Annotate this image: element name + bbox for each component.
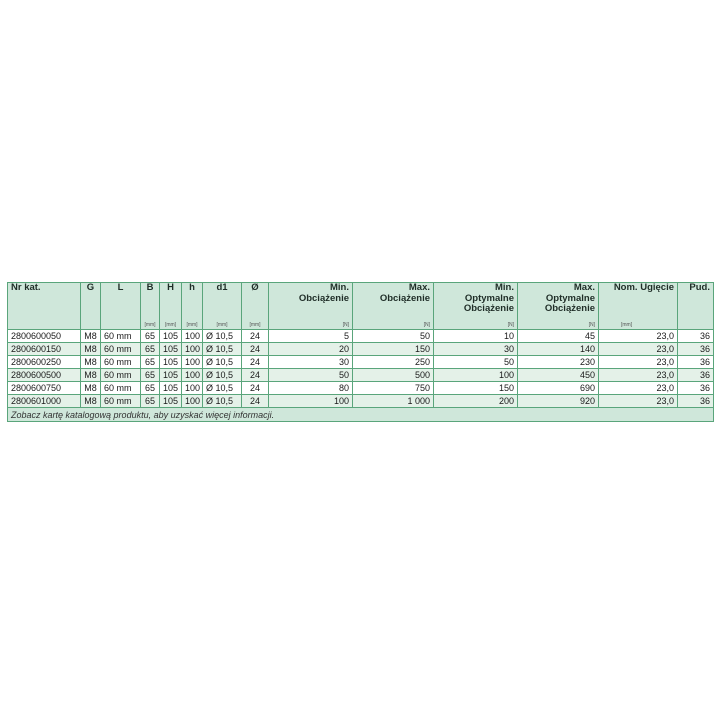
footnote-text: Zobacz kartę katalogową produktu, aby uzyskać więcej informacji.	[8, 408, 714, 422]
table-row	[8, 382, 714, 395]
header-diameter: Ø [mm]	[242, 283, 269, 330]
max-optimal-load-value: 230	[518, 356, 599, 369]
min-load-value: 50	[269, 369, 353, 382]
thread: M8	[81, 395, 101, 408]
b-value: 65	[141, 356, 160, 369]
nominal-deflection-value: 23,0	[599, 395, 678, 408]
pud-value: 36	[678, 343, 714, 356]
spec-table-container	[7, 282, 713, 422]
diameter-value: 24	[242, 395, 269, 408]
max-optimal-load-value: 45	[518, 330, 599, 343]
d1-value: Ø 10,5	[203, 395, 242, 408]
min-load-value: 80	[269, 382, 353, 395]
table-row	[8, 369, 714, 382]
b-value: 65	[141, 395, 160, 408]
header-min-optimal-load: Min. Optymalne Obciążenie [N]	[434, 283, 518, 330]
h-lower-value: 100	[182, 382, 203, 395]
d1-value: Ø 10,5	[203, 356, 242, 369]
diameter-value: 24	[242, 343, 269, 356]
header-max-optimal-load-unit: [N]	[588, 322, 595, 328]
h-upper-value: 105	[160, 343, 182, 356]
length: 60 mm	[101, 382, 141, 395]
header-diameter-unit: [mm]	[249, 322, 261, 328]
d1-value: Ø 10,5	[203, 369, 242, 382]
pud-value: 36	[678, 330, 714, 343]
h-upper-value: 105	[160, 356, 182, 369]
header-max-load-unit: [N]	[423, 322, 430, 328]
catalog-number: 2800600250	[8, 356, 81, 369]
thread: M8	[81, 382, 101, 395]
pud-value: 36	[678, 395, 714, 408]
diameter-value: 24	[242, 382, 269, 395]
h-lower-value: 100	[182, 330, 203, 343]
diameter-value: 24	[242, 330, 269, 343]
max-optimal-load-value: 690	[518, 382, 599, 395]
max-optimal-load-value: 450	[518, 369, 599, 382]
header-nr-kat: Nr kat.	[8, 283, 81, 330]
diameter-value: 24	[242, 356, 269, 369]
min-optimal-load-value: 200	[434, 395, 518, 408]
header-nominal-deflection-unit: [mm]	[621, 322, 633, 328]
header-min-optimal-load-unit: [N]	[507, 322, 514, 328]
b-value: 65	[141, 330, 160, 343]
pud-value: 36	[678, 356, 714, 369]
table-row	[8, 343, 714, 356]
header-l: L	[101, 283, 141, 330]
max-load-value: 750	[353, 382, 434, 395]
catalog-number: 2800600500	[8, 369, 81, 382]
h-upper-value: 105	[160, 330, 182, 343]
thread: M8	[81, 369, 101, 382]
thread: M8	[81, 330, 101, 343]
header-min-load: Min. Obciążenie [N]	[269, 283, 353, 330]
table-row	[8, 356, 714, 369]
spec-table	[7, 282, 714, 422]
nominal-deflection-value: 23,0	[599, 356, 678, 369]
h-lower-value: 100	[182, 395, 203, 408]
table-footnote-row	[8, 408, 714, 422]
table-body	[8, 330, 714, 408]
max-optimal-load-value: 140	[518, 343, 599, 356]
header-pud: Pud.	[678, 283, 714, 330]
pud-value: 36	[678, 382, 714, 395]
max-load-value: 500	[353, 369, 434, 382]
nominal-deflection-value: 23,0	[599, 369, 678, 382]
min-load-value: 30	[269, 356, 353, 369]
min-load-value: 100	[269, 395, 353, 408]
max-load-value: 150	[353, 343, 434, 356]
catalog-number: 2800601000	[8, 395, 81, 408]
min-optimal-load-value: 50	[434, 356, 518, 369]
min-load-value: 5	[269, 330, 353, 343]
header-max-optimal-load: Max. Optymalne Obciążenie [N]	[518, 283, 599, 330]
header-b: B [mm]	[141, 283, 160, 330]
h-lower-value: 100	[182, 369, 203, 382]
min-optimal-load-value: 150	[434, 382, 518, 395]
max-load-value: 1 000	[353, 395, 434, 408]
max-load-value: 50	[353, 330, 434, 343]
length: 60 mm	[101, 369, 141, 382]
d1-value: Ø 10,5	[203, 343, 242, 356]
nominal-deflection-value: 23,0	[599, 343, 678, 356]
table-row	[8, 395, 714, 408]
length: 60 mm	[101, 356, 141, 369]
length: 60 mm	[101, 343, 141, 356]
nominal-deflection-value: 23,0	[599, 382, 678, 395]
diameter-value: 24	[242, 369, 269, 382]
min-load-value: 20	[269, 343, 353, 356]
max-optimal-load-value: 920	[518, 395, 599, 408]
h-lower-value: 100	[182, 356, 203, 369]
b-value: 65	[141, 369, 160, 382]
d1-value: Ø 10,5	[203, 382, 242, 395]
header-h-lower-unit: [mm]	[186, 322, 198, 328]
header-min-load-unit: [N]	[342, 322, 349, 328]
min-optimal-load-value: 30	[434, 343, 518, 356]
b-value: 65	[141, 343, 160, 356]
header-d1: d1 [mm]	[203, 283, 242, 330]
nominal-deflection-value: 23,0	[599, 330, 678, 343]
min-optimal-load-value: 10	[434, 330, 518, 343]
thread: M8	[81, 356, 101, 369]
header-h-upper-unit: [mm]	[164, 322, 177, 328]
header-d1-unit: [mm]	[216, 322, 228, 328]
min-optimal-load-value: 100	[434, 369, 518, 382]
h-upper-value: 105	[160, 395, 182, 408]
pud-value: 36	[678, 369, 714, 382]
max-load-value: 250	[353, 356, 434, 369]
b-value: 65	[141, 382, 160, 395]
table-row	[8, 330, 714, 343]
header-b-unit: [mm]	[144, 322, 156, 328]
length: 60 mm	[101, 395, 141, 408]
length: 60 mm	[101, 330, 141, 343]
header-g: G	[81, 283, 101, 330]
h-upper-value: 105	[160, 369, 182, 382]
header-nominal-deflection: Nom. Ugięcie [mm]	[599, 283, 678, 330]
header-h-lower: h [mm]	[182, 283, 203, 330]
header-h-upper: H [mm]	[160, 283, 182, 330]
catalog-number: 2800600750	[8, 382, 81, 395]
h-lower-value: 100	[182, 343, 203, 356]
table-header-row	[8, 283, 714, 330]
catalog-number: 2800600150	[8, 343, 81, 356]
catalog-number: 2800600050	[8, 330, 81, 343]
thread: M8	[81, 343, 101, 356]
d1-value: Ø 10,5	[203, 330, 242, 343]
header-max-load: Max. Obciążenie [N]	[353, 283, 434, 330]
h-upper-value: 105	[160, 382, 182, 395]
